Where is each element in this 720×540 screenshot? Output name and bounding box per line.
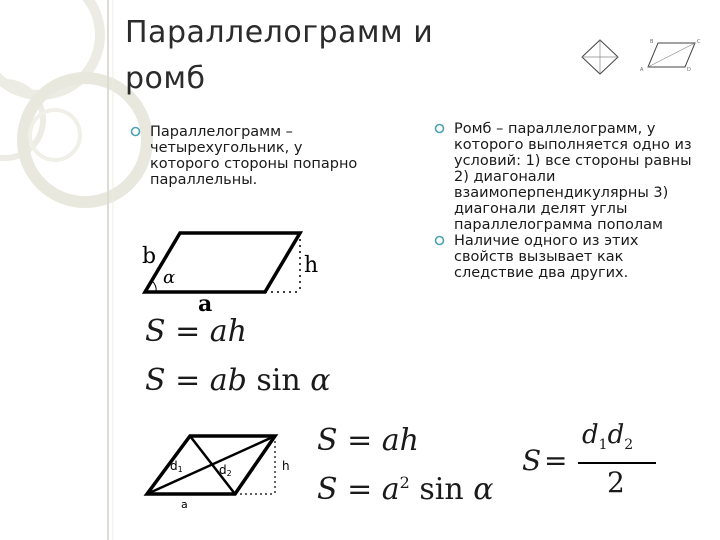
formula-area-ab-sin: S = ab sin α xyxy=(145,363,331,398)
formula-rhombus-a2-sin: $S = a^2$ sin α xyxy=(317,472,494,507)
bullet-ring-icon xyxy=(434,123,445,134)
side-a-label: a xyxy=(181,498,188,511)
right-bullet-text-2: Наличие одного из этих свойств вызывает как следствие два других. xyxy=(454,233,639,281)
thumbnail-figures xyxy=(570,35,710,80)
formula-rhombus-ah: S = ah xyxy=(317,423,419,458)
thumb-label-d: D xyxy=(687,67,691,73)
diagonal-d2-label: d2 xyxy=(219,463,232,478)
fraction-numerator: $d_1d_2$ xyxy=(582,420,634,454)
rhombus-figure xyxy=(125,430,305,515)
right-bullet-text-1: Ромб – параллелограмм, у которого выполняется одно из условий: 1) все стороны равны 2) диагонали взаимоперпендикулярны 3) диагонали делят углы параллелограмма пополам xyxy=(454,121,692,233)
height-h-label: h xyxy=(282,459,290,473)
right-bullet-list xyxy=(434,121,699,281)
left-bullet-list xyxy=(130,124,360,188)
title-line-2: ромб xyxy=(125,61,206,96)
list-item xyxy=(434,233,699,281)
left-bullet-text: Параллелограмм – четырехугольник, у которого стороны попарно параллельны. xyxy=(150,124,358,188)
bullet-ring-icon xyxy=(434,235,445,246)
formula-area-ah: S = ah xyxy=(145,314,247,349)
list-item xyxy=(130,124,360,188)
side-b-label: b xyxy=(142,244,157,269)
parallelogram-figure xyxy=(138,225,338,315)
title-line-1: Параллелограмм и xyxy=(125,15,434,50)
height-h-label: h xyxy=(304,253,319,278)
list-item xyxy=(434,121,699,233)
fraction-denominator: 2 xyxy=(607,466,625,499)
side-a-label: a xyxy=(198,291,213,315)
fraction-bar xyxy=(578,462,656,464)
bullet-ring-icon xyxy=(130,126,141,137)
thumb-label-a: A xyxy=(640,67,644,73)
thumb-label-c: C xyxy=(697,39,701,45)
angle-alpha-label: α xyxy=(163,267,176,288)
slide-title xyxy=(125,10,433,102)
thumb-label-b: B xyxy=(650,39,654,45)
diagonal-d1-label: d1 xyxy=(170,459,183,474)
